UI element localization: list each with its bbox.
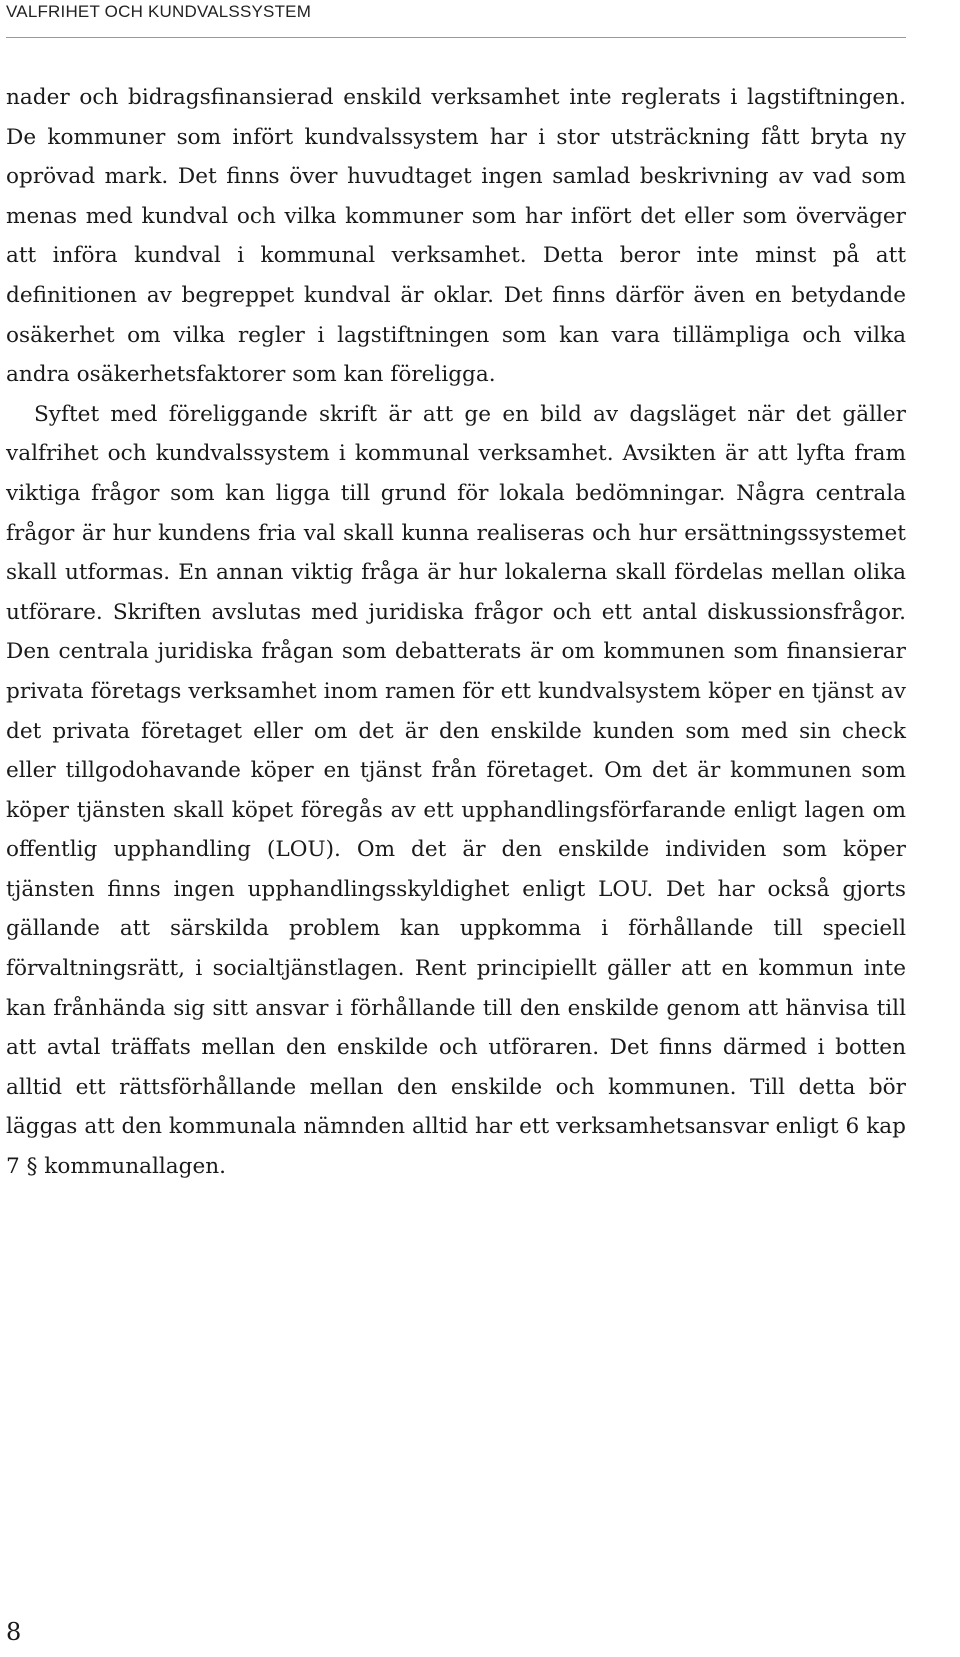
paragraph-1: nader och bidragsfinansierad enskild verksamhet inte reglerats i lagstiftningen. De kommuner som infört kundvalssystem har i stor utsträckning fått bryta ny oprövad mark. Det finns över huvudtaget ingen samlad beskrivning av vad som menas med kundval och vilka kommuner som har infört det eller som överväger att införa kundval i kommunal verksamhet. Detta beror inte minst på att definitionen av begreppet kundval är oklar. Det finns därför även en betydande osäkerhet om vilka regler i lagstiftningen som kan vara tillämpliga och vilka andra osäkerhetsfaktorer som kan föreligga. — [6, 85, 906, 388]
body-text — [6, 78, 906, 1187]
running-header: VALFRIHET OCH KUNDVALSSYSTEM — [6, 2, 312, 21]
page-number: 8 — [6, 1618, 22, 1646]
paragraph-2: Syftet med föreliggande skrift är att ge en bild av dagsläget när det gäller valfrihet och kundvalssystem i kommunal verksamhet. Avsikten är att lyfta fram viktiga frågor som kan ligga till grund för lokala bedömningar. Några centrala frågor är hur kundens fria val skall kunna realiseras och hur ersättningssystemet skall utformas. En annan viktig fråga är hur lokalerna skall fördelas mellan olika utförare. Skriften avslutas med juridiska frågor och ett antal diskussionsfrågor. Den centrala juridiska frågan som debatterats är om kommunen som finansierar privata företags verksamhet inom ramen för ett kundvalsystem köper en tjänst av det privata företaget eller om det är den enskilde kunden som med sin check eller tillgodohavande köper en tjänst från företaget. Om det är kommunen som köper tjänsten skall köpet föregås av ett upphandlingsförfarande enligt lagen om offentlig upphandling (LOU). Om det är den enskilde individen som köper tjänsten finns ingen upphandlingsskyldighet enligt LOU. Det har också gjorts gällande att särskilda problem kan uppkomma i förhållande till speciell förvaltningsrätt, i socialtjänstlagen. Rent principiellt gäller att en kommun inte kan frånhända sig sitt ansvar i förhållande till den enskilde genom att hänvisa till att avtal träffats mellan den enskilde och utföraren. Det finns därmed i botten alltid ett rättsförhållande mellan den enskilde och kommunen. Till detta bör läggas att den kommunala nämnden alltid har ett verksamhetsansvar enligt 6 kap 7 § kommunallagen. — [6, 401, 906, 1180]
header-divider — [6, 37, 906, 38]
